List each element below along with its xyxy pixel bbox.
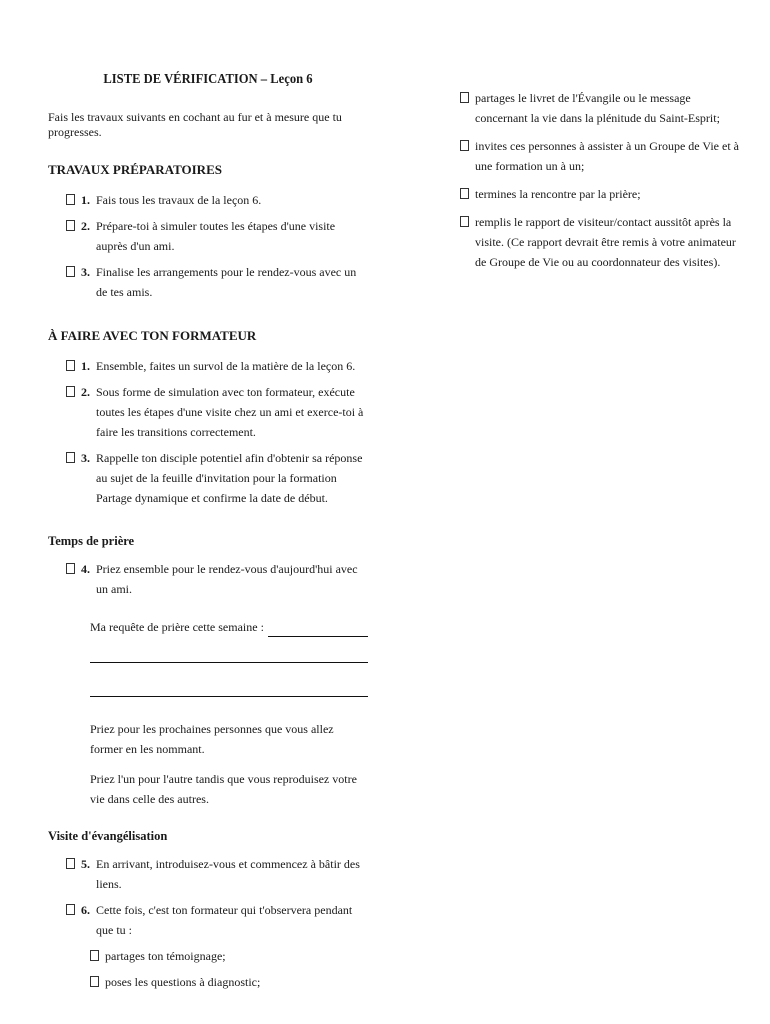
item-number: 2. [81,219,90,233]
prayer-request-blank[interactable] [268,622,368,637]
checkbox-icon[interactable] [66,386,75,397]
item-text: Finalise les arrangements pour le rendez-vous avec un de tes amis. [96,265,357,299]
left-column [48,72,368,998]
item-text: Priez ensemble pour le rendez-vous d'aujourd'hui avec un ami. [96,562,358,596]
right-item-4[interactable] [460,212,740,272]
item-number: 5. [81,857,90,871]
prep-item-3[interactable] [66,262,368,302]
prayer-heading: Temps de prière [48,534,135,548]
item-text: Cette fois, c'est ton formateur qui t'observera pendant que tu : [96,903,353,937]
checkbox-icon[interactable] [66,220,75,231]
prayer-paragraph-2: Priez l'un pour l'autre tandis que vous reproduisez votre vie dans celle des autres. [90,772,357,806]
page-title: LISTE DE VÉRIFICATION – Leçon 6 [103,72,313,87]
checkbox-icon[interactable] [90,976,99,987]
visit-heading: Visite d'évangélisation [48,829,168,843]
item-text: Ensemble, faites un survol de la matière de la leçon 6. [96,359,356,373]
prayer-item-4[interactable] [66,559,368,599]
checkbox-icon[interactable] [66,266,75,277]
item-text: Fais tous les travaux de la leçon 6. [96,193,262,207]
prayer-blank-line-1[interactable] [90,661,368,663]
prep-item-1[interactable] [66,190,368,210]
visit-subitem-2[interactable] [90,972,368,992]
prayer-request-row[interactable] [90,617,368,637]
prep-heading: TRAVAUX PRÉPARATOIRES [48,162,222,177]
item-number: 1. [81,359,90,373]
item-number: 1. [81,193,90,207]
right-item-text: invites ces personnes à assister à un Groupe de Vie et à une formation un à un; [475,139,739,173]
prep-item-2[interactable] [66,216,368,256]
checkbox-icon[interactable] [66,194,75,205]
trainer-item-2[interactable] [66,382,368,442]
prayer-paragraph-1: Priez pour les prochaines personnes que vous allez former en les nommant. [90,722,334,756]
subitem-text: poses les questions à diagnostic; [105,975,261,989]
checkbox-icon[interactable] [460,140,469,151]
item-text: En arrivant, introduisez-vous et commencez à bâtir des liens. [96,857,360,891]
checkbox-icon[interactable] [66,858,75,869]
right-item-3[interactable] [460,184,740,204]
checkbox-icon[interactable] [66,904,75,915]
checkbox-icon[interactable] [66,563,75,574]
intro-text: Fais les travaux suivants en cochant au fur et à mesure que tu progresses. [48,110,342,139]
checkbox-icon[interactable] [90,950,99,961]
item-text: Sous forme de simulation avec ton formateur, exécute toutes les étapes d'une visite chez un ami et exerce-toi à faire les transitions correctement. [96,385,364,439]
visit-item-5[interactable] [66,854,368,894]
trainer-heading: À FAIRE AVEC TON FORMATEUR [48,328,257,343]
right-item-text: termines la rencontre par la prière; [475,187,641,201]
right-item-text: remplis le rapport de visiteur/contact aussitôt après la visite. (Ce rapport devrait être remis à votre animateur de Groupe de Vie ou au coordonnateur des visites). [475,215,736,269]
checkbox-icon[interactable] [66,360,75,371]
checkbox-icon[interactable] [460,216,469,227]
right-item-2[interactable] [460,136,740,176]
right-item-1[interactable] [460,88,740,128]
right-column [460,88,740,280]
checkbox-icon[interactable] [460,92,469,103]
trainer-item-1[interactable] [66,356,368,376]
visit-subitem-1[interactable] [90,946,368,966]
trainer-item-3[interactable] [66,448,368,508]
item-number: 2. [81,385,90,399]
checkbox-icon[interactable] [66,452,75,463]
item-text: Prépare-toi à simuler toutes les étapes d'une visite auprès d'un ami. [96,219,336,253]
subitem-text: partages ton témoignage; [105,949,226,963]
visit-item-6[interactable] [66,900,368,940]
item-number: 4. [81,562,90,576]
item-number: 6. [81,903,90,917]
item-text: Rappelle ton disciple potentiel afin d'obtenir sa réponse au sujet de la feuille d'invitation pour la formation Partage dynamique et confirme la date de début. [96,451,363,505]
item-number: 3. [81,265,90,279]
checkbox-icon[interactable] [460,188,469,199]
prayer-request-label: Ma requête de prière cette semaine : [90,620,264,634]
item-number: 3. [81,451,90,465]
right-item-text: partages le livret de l'Évangile ou le message concernant la vie dans la plénitude du Saint-Esprit; [475,91,720,125]
